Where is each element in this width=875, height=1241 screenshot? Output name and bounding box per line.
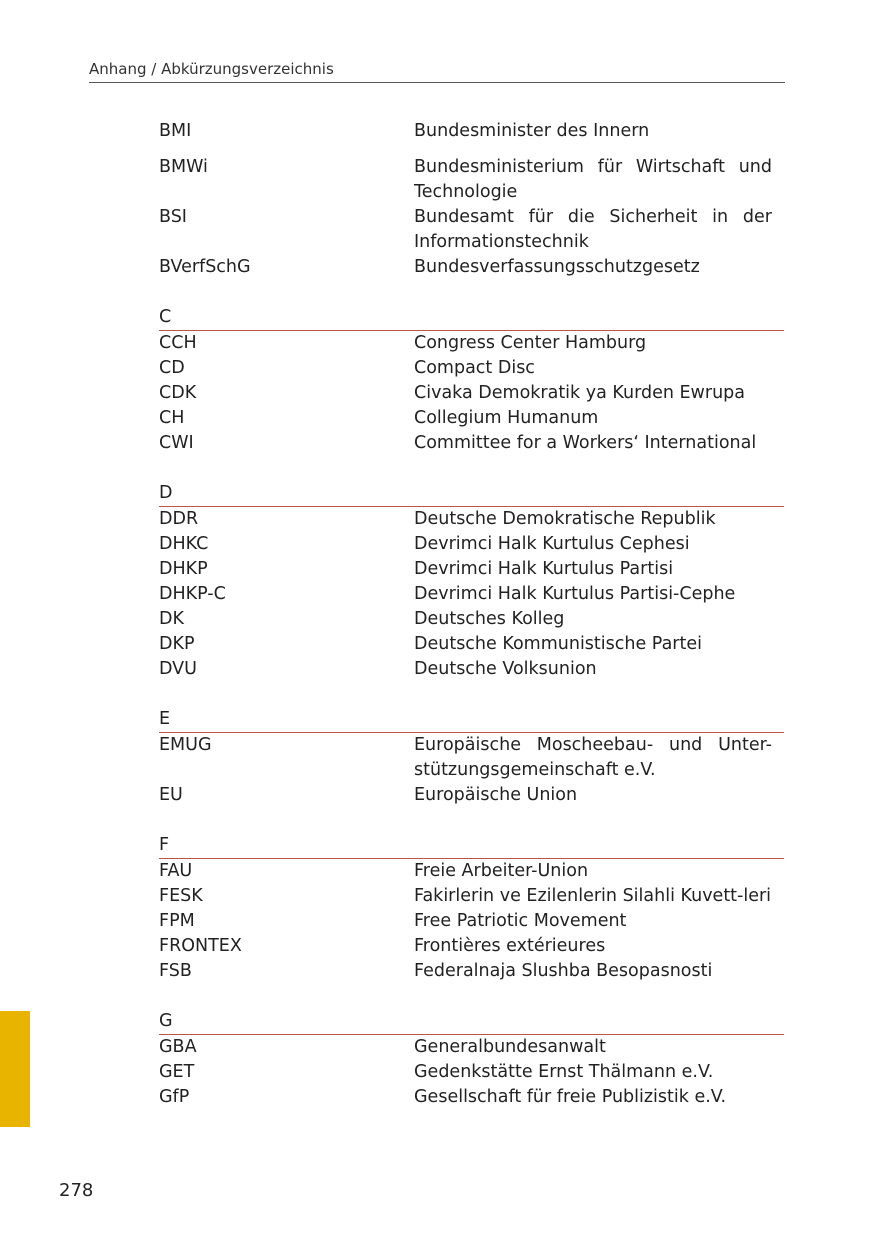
- list-item: [159, 507, 784, 532]
- list-item: [159, 155, 784, 205]
- expansion: Bundesminister des Innern: [414, 121, 650, 141]
- abbreviation: FPM: [159, 911, 195, 931]
- expansion: Committee for a Workers‘ International: [414, 433, 757, 453]
- abbreviation: DHKP-C: [159, 584, 226, 604]
- list-item: [159, 959, 784, 984]
- section-letter-heading: C: [159, 305, 784, 331]
- list-item: [159, 356, 784, 381]
- section-letter-heading: F: [159, 833, 784, 859]
- letter-section: [159, 707, 784, 808]
- abbreviation: BMI: [159, 121, 192, 141]
- list-item: [159, 119, 784, 144]
- list-item: [159, 255, 784, 280]
- letter-section: [159, 481, 784, 682]
- list-item: [159, 532, 784, 557]
- list-item: [159, 783, 784, 808]
- list-item: [159, 632, 784, 657]
- abbreviation: BMWi: [159, 157, 208, 177]
- expansion: Devrimci Halk Kurtulus Cephesi: [414, 534, 690, 554]
- list-item: [159, 884, 784, 909]
- expansion: Fakirlerin ve Ezilenlerin Silahli Kuvett-leri: [414, 886, 772, 906]
- list-item: [159, 909, 784, 934]
- list-item: [159, 733, 784, 783]
- expansion: Generalbundesanwalt: [414, 1037, 606, 1057]
- list-item: [159, 934, 784, 959]
- expansion: Gesellschaft für freie Publizistik e.V.: [414, 1087, 727, 1107]
- abbreviation: FESK: [159, 886, 203, 906]
- section-letter-heading: E: [159, 707, 784, 733]
- letter-section: [159, 833, 784, 984]
- abbreviation: CH: [159, 408, 185, 428]
- section-letter-heading: G: [159, 1009, 784, 1035]
- list-item: [159, 1060, 784, 1085]
- expansion: Deutsche Demokratische Republik: [414, 509, 716, 529]
- list-item: [159, 1085, 784, 1110]
- expansion: Congress Center Hamburg: [414, 333, 647, 353]
- list-item: [159, 582, 784, 607]
- expansion: Compact Disc: [414, 358, 535, 378]
- expansion: Devrimci Halk Kurtulus Partisi-Cephe: [414, 584, 736, 604]
- chapter-tab-marker: [0, 1011, 30, 1127]
- abbreviation: FAU: [159, 861, 193, 881]
- abbreviation: DK: [159, 609, 184, 629]
- abbreviation: EMUG: [159, 735, 212, 755]
- list-item: [159, 431, 784, 456]
- expansion: Deutsches Kolleg: [414, 609, 565, 629]
- abbreviation: GfP: [159, 1087, 190, 1107]
- list-item: [159, 381, 784, 406]
- abbreviation: CDK: [159, 383, 197, 403]
- abbreviation-list: [159, 119, 784, 1110]
- expansion: Deutsche Kommunistische Partei: [414, 634, 702, 654]
- abbreviation: DHKC: [159, 534, 209, 554]
- abbreviation: DHKP: [159, 559, 208, 579]
- running-header: Anhang / Abkürzungsverzeichnis: [89, 59, 785, 83]
- list-item: [159, 331, 784, 356]
- abbreviation: GBA: [159, 1037, 197, 1057]
- list-item: [159, 1035, 784, 1060]
- abbreviation: DKP: [159, 634, 195, 654]
- expansion: Devrimci Halk Kurtulus Partisi: [414, 559, 674, 579]
- expansion: Bundesamt für die Sicherheit in der Informationstechnik: [414, 207, 772, 252]
- expansion: Frontières extérieures: [414, 936, 606, 956]
- expansion: Free Patriotic Movement: [414, 911, 627, 931]
- list-item: [159, 406, 784, 431]
- abbreviation: DVU: [159, 659, 197, 679]
- page-number: 278: [59, 1180, 94, 1201]
- abbreviation: BSI: [159, 207, 187, 227]
- list-item: [159, 557, 784, 582]
- expansion: Civaka Demokratik ya Kurden Ewrupa: [414, 383, 745, 403]
- abbreviation: CD: [159, 358, 185, 378]
- list-item: [159, 205, 784, 255]
- list-item: [159, 859, 784, 884]
- letter-section: [159, 305, 784, 456]
- abbreviation: FSB: [159, 961, 192, 981]
- abbreviation: CCH: [159, 333, 197, 353]
- letter-sections: [159, 305, 784, 1110]
- abbreviation: DDR: [159, 509, 199, 529]
- abbreviation: FRONTEX: [159, 936, 242, 956]
- expansion: Deutsche Volksunion: [414, 659, 597, 679]
- letter-section: [159, 1009, 784, 1110]
- list-item: [159, 607, 784, 632]
- abbreviation: BVerfSchG: [159, 257, 251, 277]
- abbreviation: CWI: [159, 433, 194, 453]
- expansion: Europäische Union: [414, 785, 578, 805]
- expansion: Gedenkstätte Ernst Thälmann e.V.: [414, 1062, 714, 1082]
- expansion: Federalnaja Slushba Besopasnosti: [414, 961, 713, 981]
- list-item: [159, 657, 784, 682]
- abbreviation: GET: [159, 1062, 195, 1082]
- section-letter-heading: D: [159, 481, 784, 507]
- expansion: Bundesministerium für Wirtschaft und Technologie: [414, 157, 772, 202]
- expansion: Freie Arbeiter-Union: [414, 861, 589, 881]
- expansion: Bundesverfassungsschutzgesetz: [414, 257, 700, 277]
- expansion: Collegium Humanum: [414, 408, 599, 428]
- expansion: Europäische Moscheebau- und Unter-stützungsgemeinschaft e.V.: [414, 735, 772, 780]
- abbreviation: EU: [159, 785, 183, 805]
